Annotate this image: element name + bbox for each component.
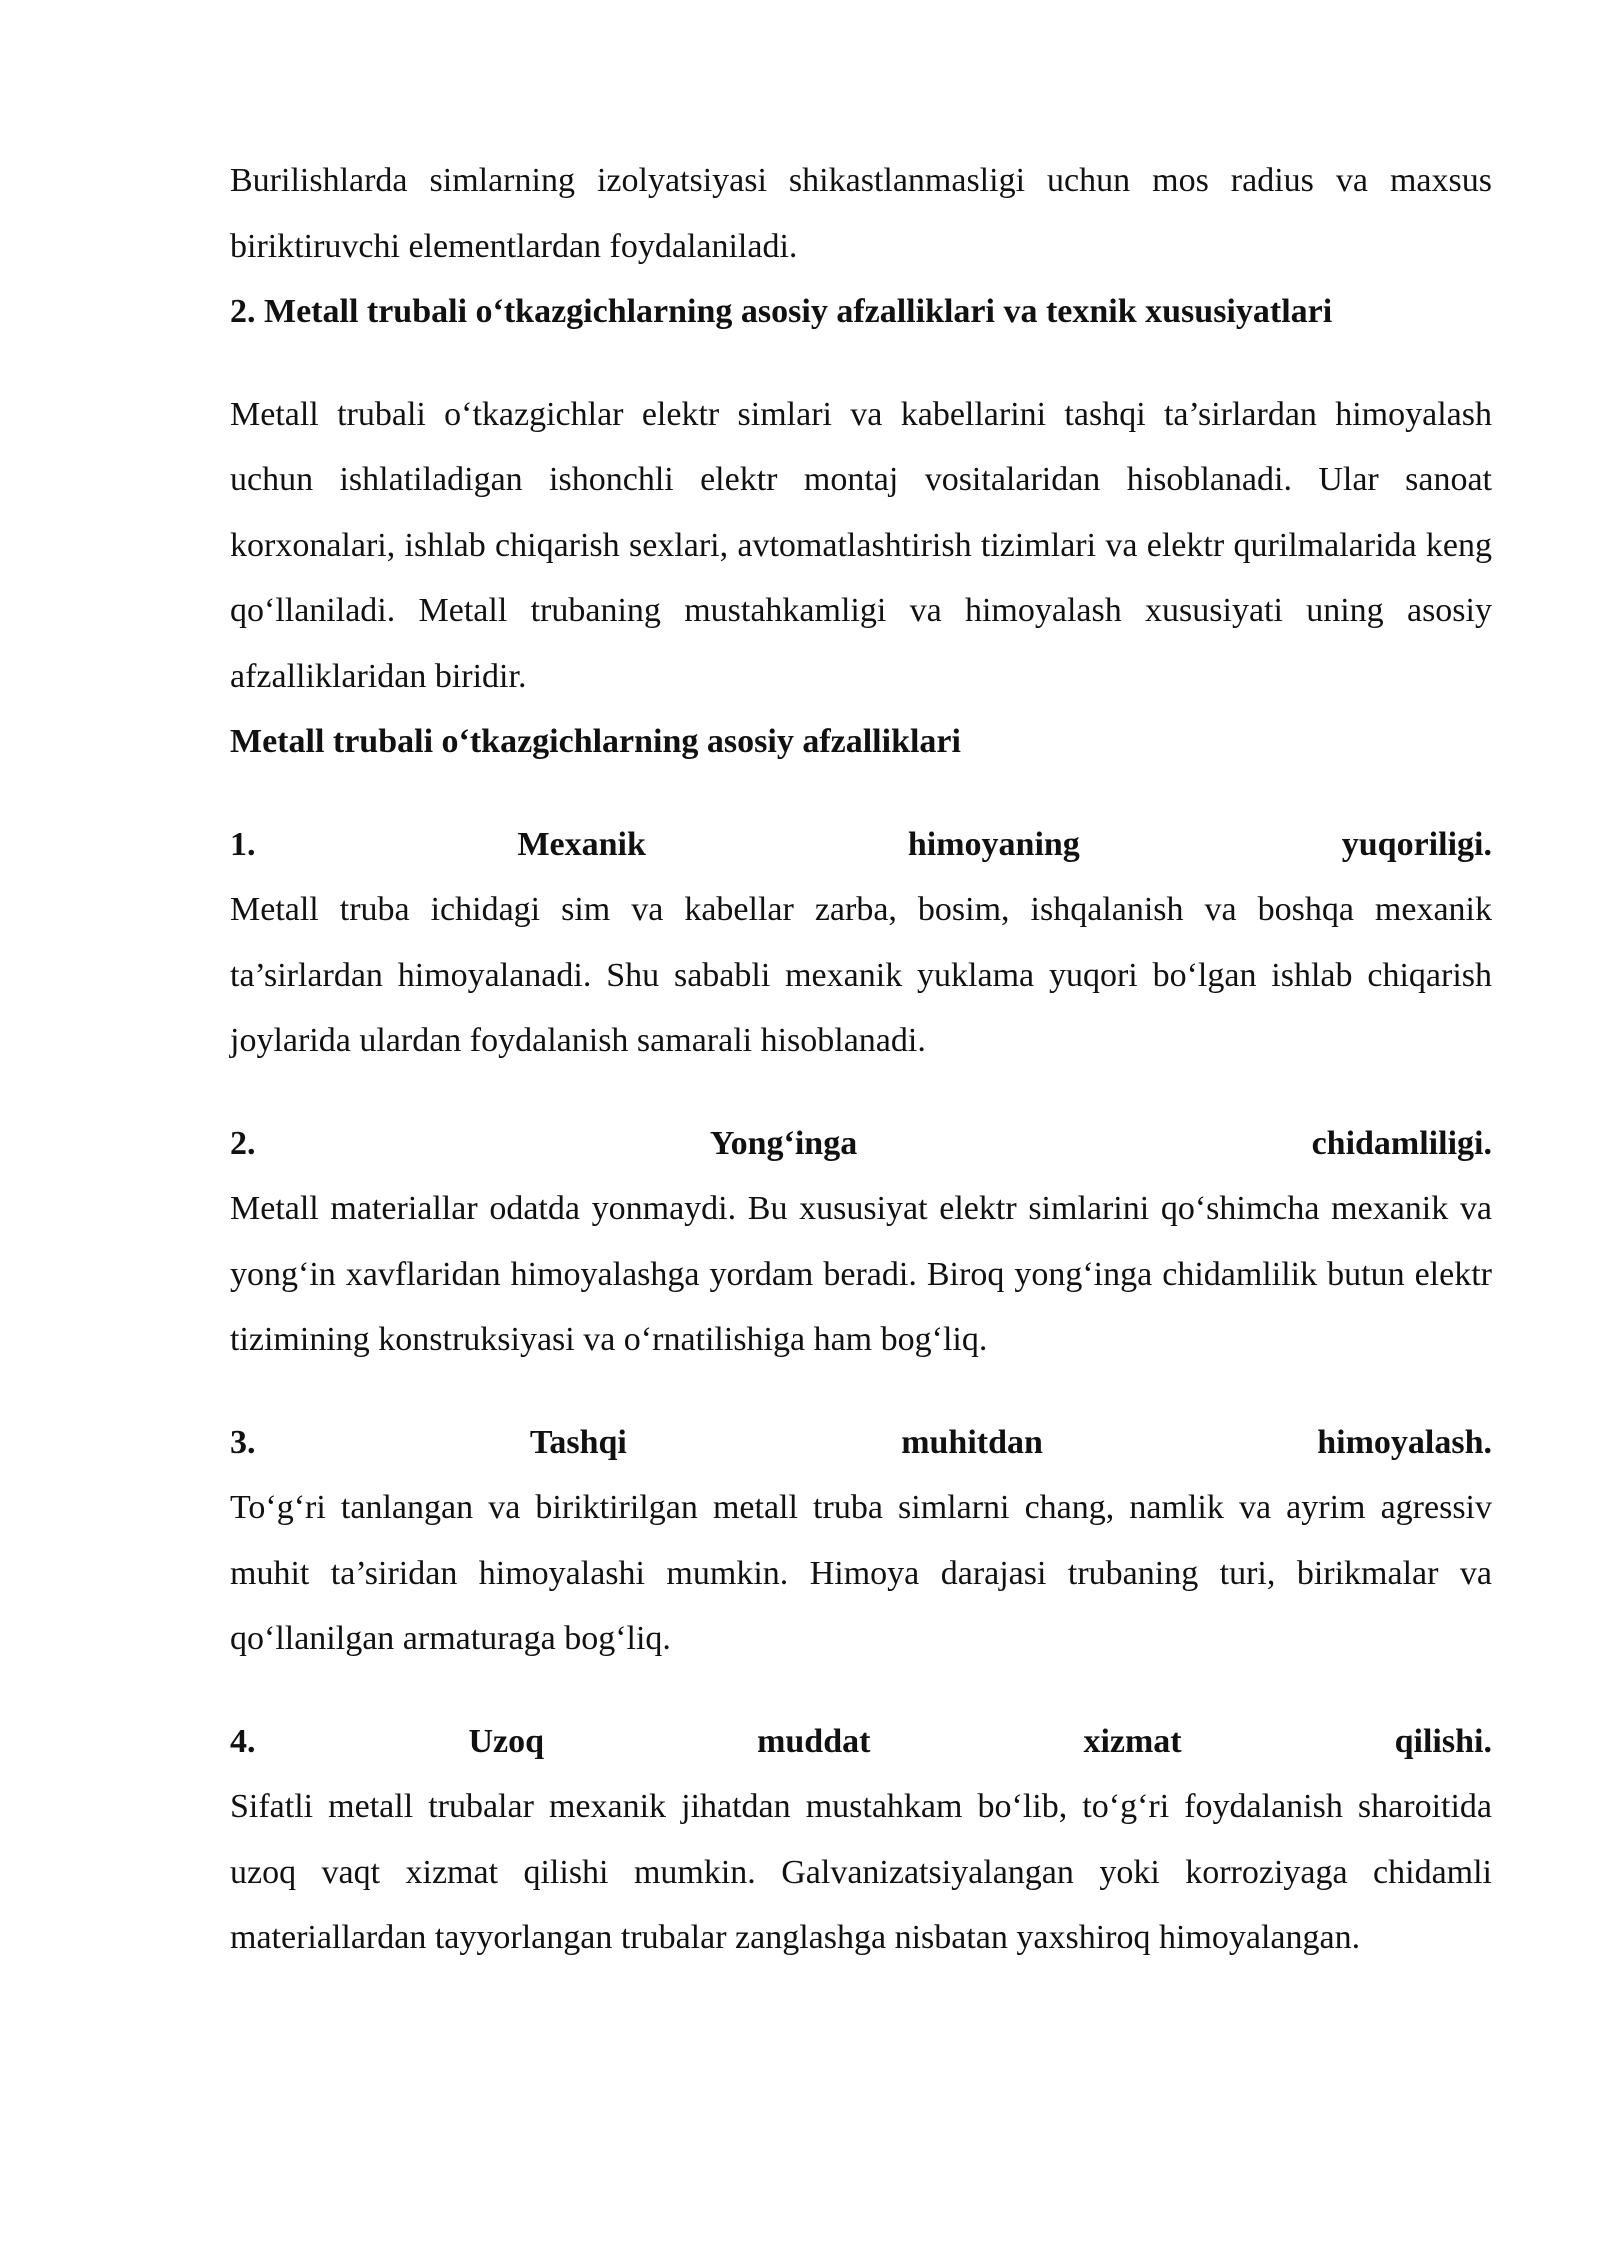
item-title-word: 4. — [230, 1722, 256, 1760]
section-paragraph: Metall trubali o‘tkazgichlar elektr simlari va kabellarini tashqi ta’sirlardan himoyalash uchun ishlatiladigan ishonchli elektr montaj vositalaridan hisoblanadi. Ular sanoat korxonalari, ishlab chiqarish sexlari, avtomatlashtirish tizimlari va elektr qurilmalarida keng qo‘llaniladi. Metall trubaning mustahkamligi va himoyalash xususiyati uning asosiy afzalliklaridan biridir. — [230, 395, 1492, 695]
item-title-word: 3. — [230, 1423, 256, 1461]
item-title — [230, 1111, 1492, 1177]
page-content — [230, 148, 1492, 1971]
item-text: Metall materiallar odatda yonmaydi. Bu xususiyat elektr simlarini qo‘shimcha mexanik va yong‘in xavflaridan himoyalashga yordam beradi. Biroq yong‘inga chidamlilik butun elektr tizimining konstruksiyasi va o‘rnatilishiga ham bog‘liq. — [230, 1190, 1492, 1358]
intro-paragraph: Burilishlarda simlarning izolyatsiyasi shikastlanmasligi uchun mos radius va maxsus biriktiruvchi elementlardan foydalaniladi. — [230, 162, 1492, 265]
item-title-word: 2. — [230, 1124, 256, 1162]
item-title-word: Uzoq — [468, 1722, 545, 1760]
item-title-word: qilishi. — [1394, 1722, 1492, 1760]
list-item — [230, 1410, 1492, 1672]
item-title-word: muhitdan — [901, 1423, 1043, 1461]
subheading: Metall trubali o‘tkazgichlarning asosiy afzalliklari — [230, 723, 961, 760]
item-title-word: xizmat — [1083, 1722, 1182, 1760]
item-text: To‘g‘ri tanlangan va biriktirilgan metall truba simlarni chang, namlik va ayrim agressiv muhit ta’siridan himoyalashi mumkin. Himoya darajasi trubaning turi, birikmalar va qo‘llanilgan armaturaga bog‘liq. — [230, 1489, 1492, 1657]
item-title — [230, 812, 1492, 878]
item-title-word: Tashqi — [529, 1423, 627, 1461]
item-text: Sifatli metall trubalar mexanik jihatdan mustahkam bo‘lib, to‘g‘ri foydalanish sharoitida uzoq vaqt xizmat qilishi mumkin. Galvanizatsiyalangan yoki korroziyaga chidamli materiallardan tayyorlangan trubalar zanglashga nisbatan yaxshiroq himoyalangan. — [230, 1788, 1492, 1956]
item-title — [230, 1709, 1492, 1775]
item-title-word: 1. — [230, 825, 256, 863]
item-title-word: himoyalash. — [1317, 1423, 1492, 1461]
item-text: Metall truba ichidagi sim va kabellar zarba, bosim, ishqalanish va boshqa mexanik ta’sirlardan himoyalanadi. Shu sababli mexanik yuklama yuqori bo‘lgan ishlab chiqarish joylarida ulardan foydalanish samarali hisoblanadi. — [230, 891, 1492, 1059]
item-title-word: Yong‘inga — [709, 1124, 858, 1162]
item-title-word: muddat — [757, 1722, 871, 1760]
list-item — [230, 1111, 1492, 1373]
section-heading: 2. Metall trubali o‘tkazgichlarning asosiy afzalliklari va texnik xususiyatlari — [230, 293, 1333, 330]
list-item — [230, 1709, 1492, 1971]
item-title-word: Mexanik — [517, 825, 646, 863]
list-item — [230, 812, 1492, 1074]
item-title-word: yuqoriligi. — [1341, 825, 1492, 863]
item-title-word: chidamliligi. — [1311, 1124, 1492, 1162]
item-title — [230, 1410, 1492, 1476]
item-title-word: himoyaning — [907, 825, 1080, 863]
